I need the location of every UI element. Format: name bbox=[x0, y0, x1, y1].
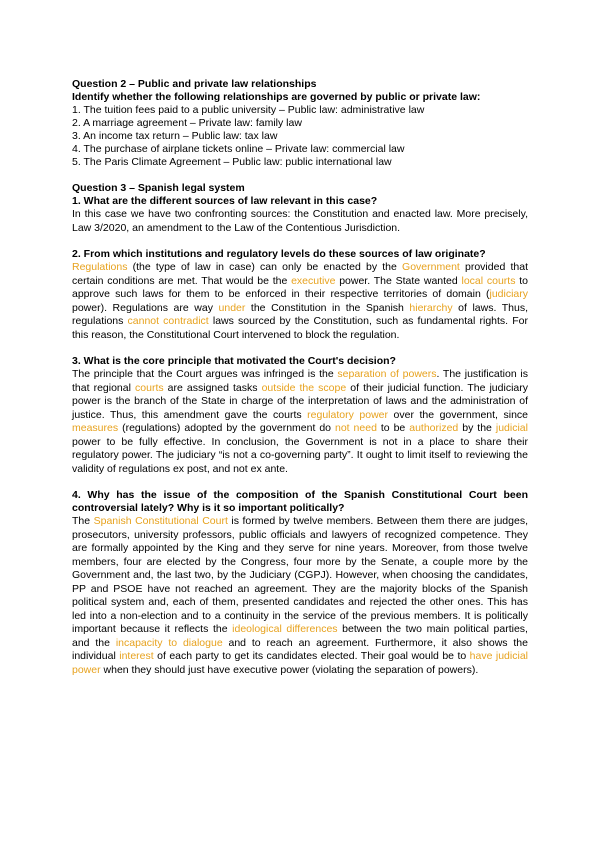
q3-s4-heading: 4. Why has the issue of the composition of the Spanish Constitutional Court been controversial lately? Why is it so important politically? bbox=[72, 489, 528, 514]
highlighted-term: cannot contradict bbox=[127, 315, 209, 327]
text-run: The principle that the Court argues was infringed is the bbox=[72, 368, 338, 380]
text-run: power to be fully effective. In conclusion, the Government is not in a place to share their regulatory power. The judiciary “is not a co-governing party”. It ought to limit itself to reviewing the validity of regulations ex post, and not ex ante. bbox=[72, 435, 528, 475]
highlighted-term: not need bbox=[334, 422, 377, 434]
highlighted-term: ideological differences bbox=[232, 623, 338, 635]
q3-s1-body: In this case we have two confronting sources: the Constitution and enacted law. More precisely, Law 3/2020, an amendment to the Law of the Contentious Jurisdiction. bbox=[72, 208, 528, 234]
highlighted-term: incapacity to dialogue bbox=[115, 636, 223, 649]
text-run: . The justification is that regional bbox=[72, 368, 528, 394]
text-run: is formed by twelve members. Between them there are judges, prosecutors, university professors, public officials and lawyers of recognized competence. They are formally appointed by the King and they serve for nine years. Moreover, from those twelve members, four are elected by the Congress, four more by the Senate, a couple more by the Government and, the last two, by the Judiciary (CGPJ). However, when choosing the candidates, PP and PSOE have not reached an agreement. They are the majority blocks of the Spanish political system and, each of them, presented candidates and rejected the other ones. This has led into a non-election and to a continuity in the service of the previous members. It is politically important because it reflects the bbox=[72, 515, 528, 635]
highlighted-term: hierarchy bbox=[409, 301, 453, 314]
highlighted-term: judicial bbox=[495, 422, 528, 434]
highlighted-term: executive bbox=[291, 274, 336, 287]
text-run: the Constitution in the Spanish bbox=[245, 301, 410, 314]
text-run: when they should just have executive power (violating the separation of powers). bbox=[100, 663, 479, 676]
text-run: laws sourced by the Constitution, such as fundamental rights. For this reason, the Constitutional Court intervened to block the regulation. bbox=[72, 315, 528, 341]
q3-s2-body bbox=[72, 261, 528, 342]
q3-s2-heading: 2. From which institutions and regulatory levels do these sources of law originate? bbox=[72, 248, 486, 260]
text-run: to approve such laws for them to be enforced in their respective territories of domain ( bbox=[72, 274, 528, 300]
q3-s4-body bbox=[72, 515, 528, 677]
text-run: power. The State wanted bbox=[335, 274, 462, 287]
highlighted-term: interest bbox=[119, 650, 154, 662]
list-item: 2. A marriage agreement – Private law: family law bbox=[72, 117, 302, 129]
highlighted-term: Regulations bbox=[72, 261, 128, 273]
q2-title: Question 2 – Public and private law relationships bbox=[72, 78, 317, 90]
text-run: are assigned tasks bbox=[163, 381, 262, 394]
q3-s3-body bbox=[72, 368, 528, 476]
highlighted-term: Government bbox=[402, 261, 460, 273]
list-item: 3. An income tax return – Public law: tax law bbox=[72, 130, 278, 142]
list-item: 1. The tuition fees paid to a public university – Public law: administrative law bbox=[72, 104, 425, 116]
list-item: 5. The Paris Climate Agreement – Public law: public international law bbox=[72, 156, 392, 168]
list-item: 4. The purchase of airplane tickets online – Private law: commercial law bbox=[72, 143, 405, 155]
q3-s1-heading: 1. What are the different sources of law relevant in this case? bbox=[72, 195, 378, 207]
highlighted-term: have judicial power bbox=[72, 650, 528, 676]
text-run: power). Regulations are way bbox=[72, 301, 219, 314]
text-run: to be bbox=[376, 422, 410, 434]
text-run: between the two main political parties, and the bbox=[72, 623, 528, 649]
highlighted-term: under bbox=[218, 301, 246, 314]
q3-title: Question 3 – Spanish legal system bbox=[72, 182, 245, 194]
text-run: of their judicial function. The judiciary power is the branch of the State in charge of the interpretation of laws and the administration of justice. Thus, this amendment gave the courts bbox=[72, 381, 528, 421]
highlighted-term: regulatory power bbox=[307, 408, 388, 421]
text-run: provided that certain conditions are met. That would be the bbox=[72, 261, 528, 287]
text-run: (the type of law in case) can only be enacted by the bbox=[127, 261, 403, 273]
highlighted-term: local courts bbox=[461, 274, 516, 287]
highlighted-term: courts bbox=[135, 381, 164, 394]
text-run: over the government, since bbox=[388, 408, 528, 421]
text-run: of each party to get its candidates elected. Their goal would be to bbox=[153, 650, 470, 662]
q3-s3-heading: 3. What is the core principle that motivated the Court's decision? bbox=[72, 355, 396, 367]
text-run: and to reach an agreement. Furthermore, it also shows the individual bbox=[72, 636, 528, 662]
highlighted-term: outside the scope bbox=[261, 381, 347, 394]
text-run: The bbox=[72, 515, 94, 527]
text-run: by the bbox=[458, 422, 496, 434]
highlighted-term: Spanish Constitutional Court bbox=[93, 515, 228, 527]
highlighted-term: judiciary bbox=[489, 288, 528, 300]
highlighted-term: measures bbox=[72, 422, 119, 434]
highlighted-term: separation of powers bbox=[337, 368, 437, 380]
text-run: (regulations) adopted by the government do bbox=[118, 422, 335, 434]
text-run: of laws. Thus, regulations bbox=[72, 301, 529, 327]
q2-instruction: Identify whether the following relationships are governed by public or private law: bbox=[72, 91, 481, 103]
highlighted-term: authorized bbox=[409, 422, 459, 434]
